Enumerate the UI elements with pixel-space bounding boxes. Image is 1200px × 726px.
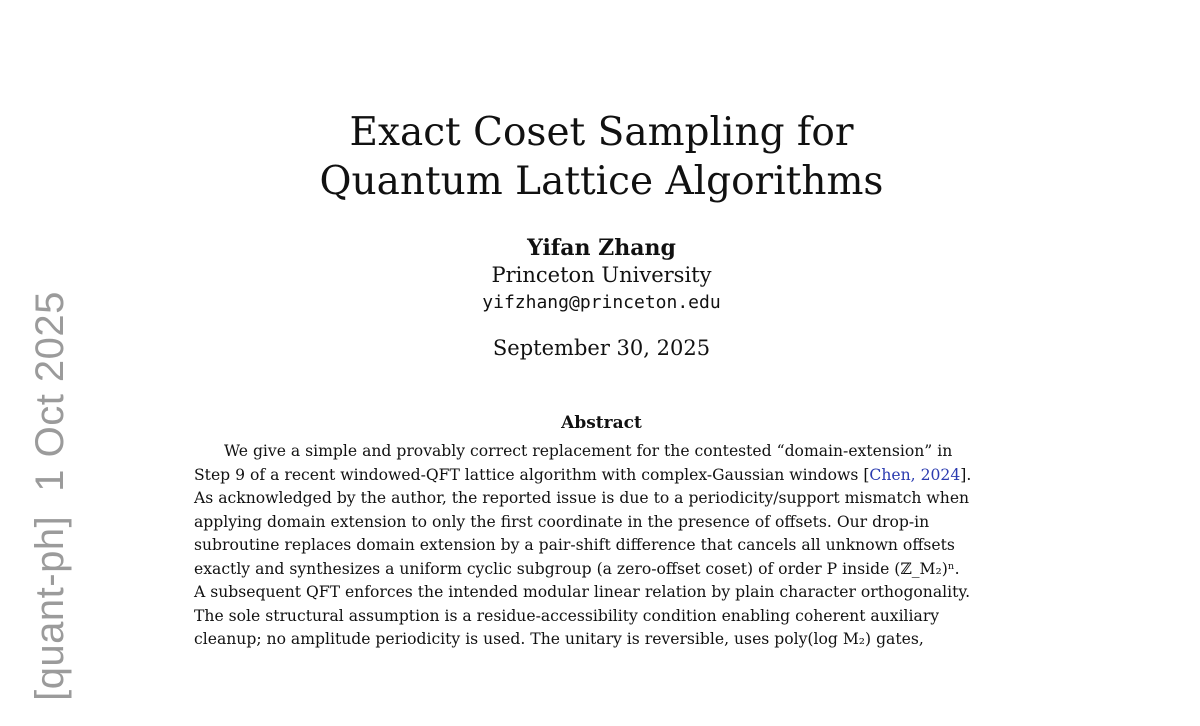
abstract-line-2-text: Step 9 of a recent windowed-QFT lattice algorithm with complex-Gaussian windows [ <box>194 465 870 484</box>
title-line-1: Exact Coset Sampling for <box>349 110 854 155</box>
abstract-line-2-end: ]. <box>960 465 972 484</box>
title-line-2: Quantum Lattice Algorithms <box>319 159 884 204</box>
paper-first-page <box>194 108 1009 652</box>
citation-link-chen-2024[interactable]: Chen, 2024 <box>869 465 961 484</box>
abstract-body <box>194 440 1009 652</box>
author-name: Yifan Zhang <box>527 235 676 261</box>
paper-date: September 30, 2025 <box>492 336 711 360</box>
author-affiliation: Princeton University <box>491 263 712 287</box>
abstract-heading: Abstract <box>561 413 642 433</box>
author-block <box>194 234 1009 316</box>
arxiv-date: 1 Oct 2025 <box>27 291 72 492</box>
author-email[interactable]: yifzhang@princeton.edu <box>482 292 721 313</box>
abstract-line-1: We give a simple and provably correct replacement for the contested “domain-extension” in <box>224 442 953 460</box>
arxiv-category: [quant-ph] <box>27 515 72 701</box>
abstract-line-5: subroutine replaces domain extension by a pair-shift difference that cancels all unknown offsets <box>194 536 955 554</box>
abstract-line-8: The sole structural assumption is a residue-accessibility condition enabling coherent auxiliary <box>194 606 940 625</box>
abstract-line-7: A subsequent QFT enforces the intended modular linear relation by plain character orthogonality. <box>194 583 971 601</box>
abstract-line-6: exactly and synthesizes a uniform cyclic subgroup (a zero-offset coset) of order P inside (ℤ_M₂)ⁿ. <box>194 559 960 578</box>
abstract-line-2 <box>194 464 1009 488</box>
arxiv-stamp <box>24 266 76 726</box>
abstract-line-3: As acknowledged by the author, the reported issue is due to a periodicity/support mismatch when <box>194 489 970 507</box>
paper-title <box>194 108 1009 206</box>
abstract-line-4: applying domain extension to only the first coordinate in the presence of offsets. Our drop-in <box>194 512 930 531</box>
abstract-line-9: cleanup; no amplitude periodicity is used. The unitary is reversible, uses poly(log M₂) gates, <box>194 630 924 648</box>
